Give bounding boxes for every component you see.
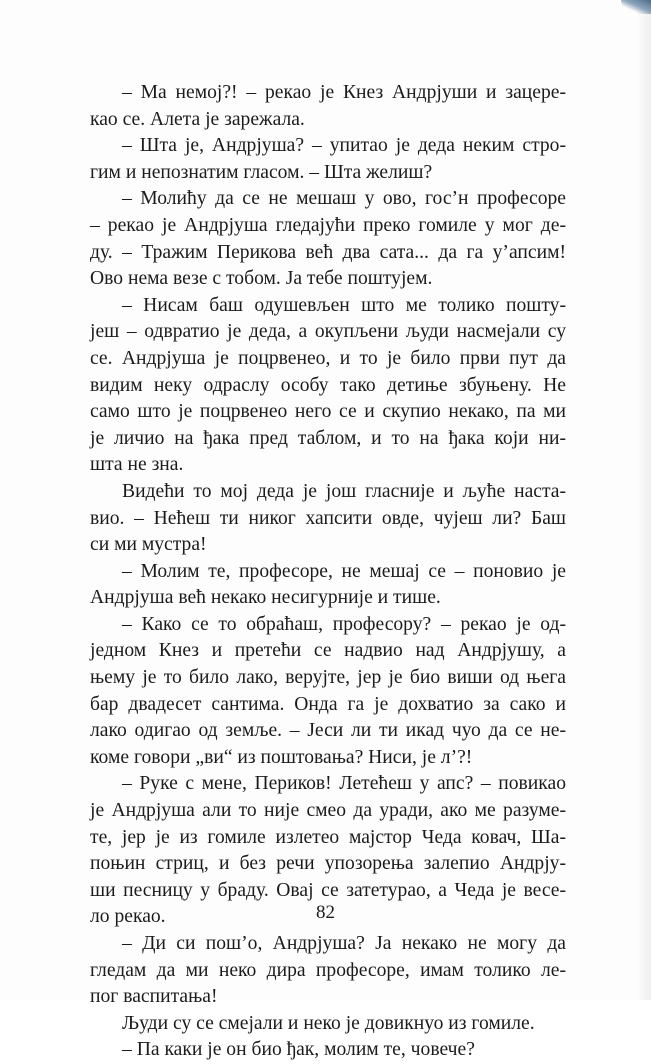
- text-line: – Руке с мене, Периков! Летећеш у апс? – повикао: [122, 773, 566, 795]
- text-line: те, јер је из гомиле излетео мајстор Чеда ковач, Ша-: [90, 826, 566, 848]
- text-line: – Нисам баш одушевљен што ме толико пошту-: [122, 294, 566, 316]
- text-line: – Ма немој?! – рекао је Кнез Андрјуши и зацере-: [122, 82, 566, 103]
- text-line: пог васпитања!: [90, 986, 218, 1008]
- text-line: једном Кнез и претећи се надвио над Андрјушу, а: [90, 640, 566, 662]
- text-line: ду. – Тражим Перикова већ два сата... да га у’апсим!: [90, 241, 566, 263]
- text-line: је Андрјуша али то није смео да уради, ако ме разуме-: [90, 800, 566, 822]
- text-line: њему је то било лако, верујте, јер је био виши од њега: [90, 667, 566, 689]
- text-line: Андрјуша већ некако несигурније и тише.: [90, 587, 441, 609]
- text-line: се. Андрјуша је поцрвенео, и то је било први пут да: [90, 347, 566, 369]
- text-line: – Шта је, Андрјуша? – упитао је деда неким стро-: [122, 135, 566, 157]
- text-line: гим и непознатим гласом. – Шта желиш?: [90, 161, 433, 183]
- text-line: – рекао је Андрјуша гледајући преко гомиле у мог де-: [90, 214, 566, 236]
- text-line: лако одигао од земље. – Јеси ли ти икад чуо да се не-: [90, 720, 566, 742]
- page-edge-shadow: [637, 0, 651, 1000]
- text-line: као се. Алета је зарежала.: [90, 108, 305, 130]
- text-line: видим неку одраслу особу тако детиње збуњену. Не: [90, 374, 566, 396]
- text-line: Људи су се смејали и неко је довикнуо из гомиле.: [122, 1012, 535, 1034]
- text-line: – Молим те, професоре, не мешај се – поновио је: [122, 560, 566, 582]
- page-number: 82: [316, 902, 335, 923]
- text-line: ло рекао.: [90, 906, 166, 928]
- text-line: поњин стриц, и без речи упозорења залепио Андрју-: [90, 853, 566, 875]
- text-line: јеш – одвратио је деда, а окупљени људи насмејали су: [90, 321, 566, 343]
- text-line: шта не зна.: [90, 454, 184, 476]
- text-line: Ово нема везе с тобом. Ја тебе поштујем.: [90, 268, 433, 290]
- text-line: гледам да ми неко дира професоре, имам толико ле-: [90, 959, 566, 981]
- text-line: – Молићу да се не мешаш у ово, гос’н професоре: [122, 188, 566, 210]
- text-line: – Ди си пош’о, Андрјуша? Ја некако не могу да: [122, 933, 566, 954]
- text-line: ши песницу у браду. Овај се затетурао, а Чеда је весе-: [90, 879, 566, 901]
- text-line: Видећи то мој деда је још гласније и љуће наста-: [122, 480, 566, 502]
- text-line: је личио на ђака пред таблом, и то на ђака који ни-: [90, 427, 566, 449]
- text-line: вио. – Нећеш ти никог хапсити овде, чујеш ли? Баш: [90, 507, 566, 529]
- text-line: само што је поцрвенео него се и скупио некако, па ми: [90, 401, 566, 423]
- text-line: – Како се то обраћаш, професору? – рекао је од-: [122, 613, 566, 635]
- text-line: бар двадесет сантима. Онда га је дохватио за сако и: [90, 693, 566, 715]
- text-line: коме говори „ви“ из поштовања? Ниси, је л’?!: [90, 746, 473, 768]
- text-line: – Па каки је он био ђак, молим те, човече?: [122, 1039, 475, 1061]
- text-line: си ми мустра!: [90, 534, 207, 556]
- scan-corner-mark: [621, 0, 651, 14]
